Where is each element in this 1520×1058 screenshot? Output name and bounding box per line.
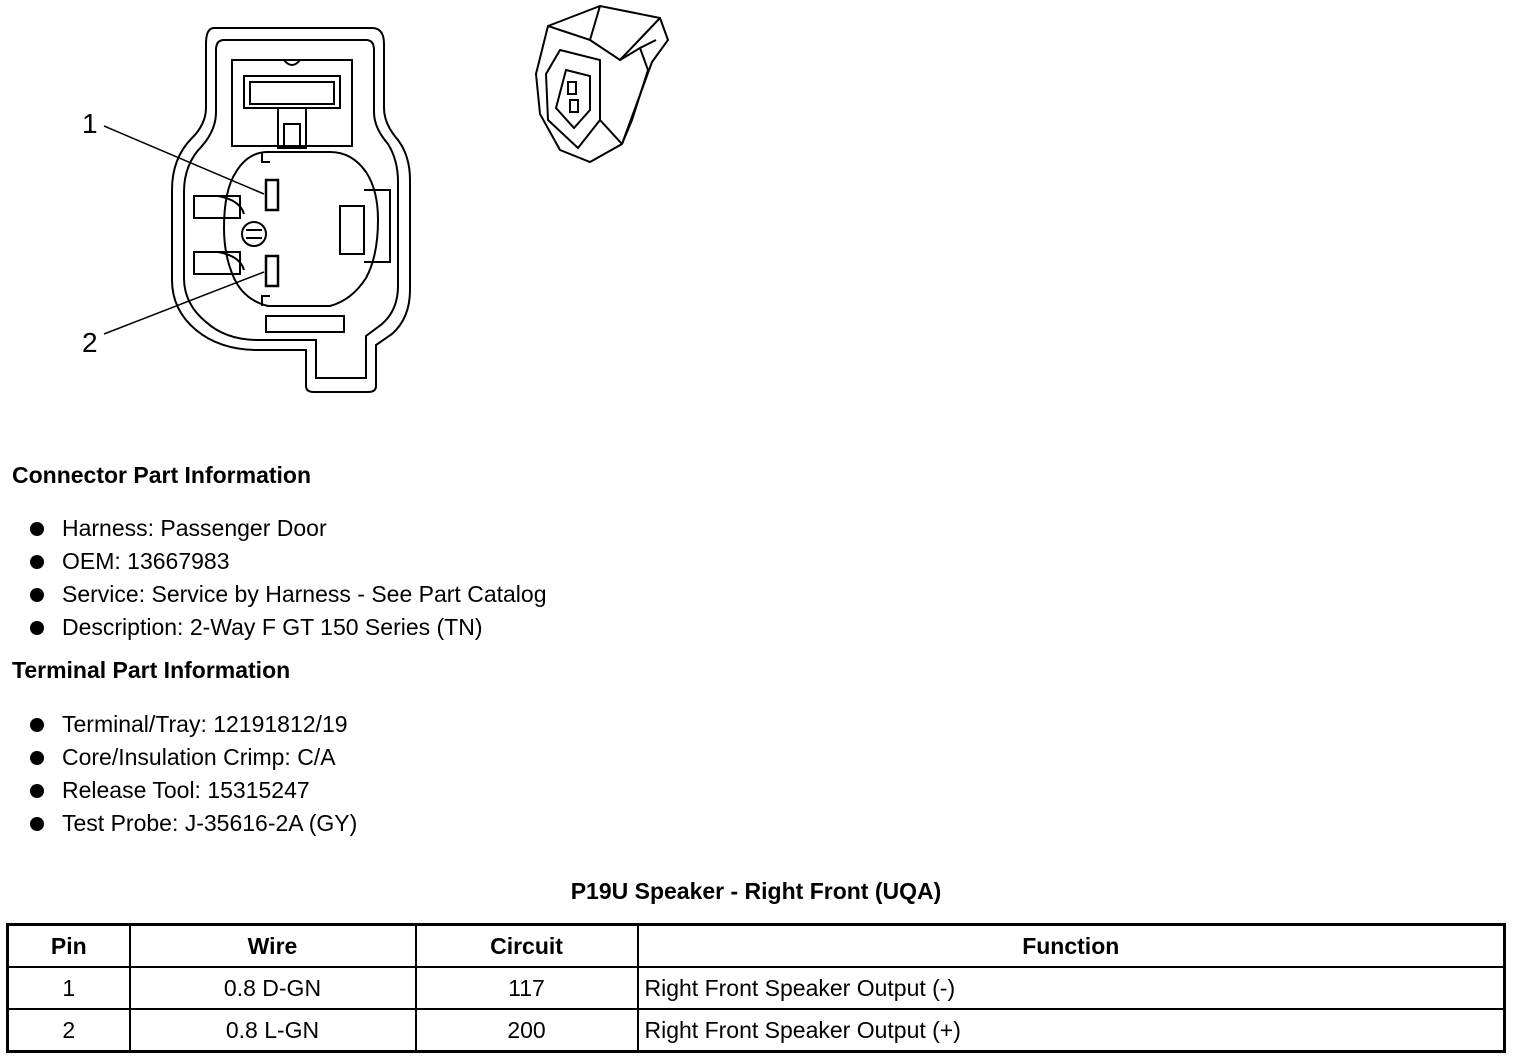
- terminal-pin-1: [266, 180, 278, 210]
- terminal-pin-2: [266, 256, 278, 286]
- cell-circuit: 117: [416, 967, 638, 1009]
- table-header-row: [8, 925, 1505, 968]
- cell-function: Right Front Speaker Output (+): [638, 1009, 1505, 1052]
- column-header-circuit: Circuit: [416, 925, 638, 968]
- terminal-part-info-heading: Terminal Part Information: [12, 657, 291, 683]
- list-item: [30, 545, 546, 578]
- list-item-text: OEM: 13667983: [62, 548, 230, 574]
- callout-1-label: 1: [82, 108, 98, 139]
- bullet-icon: [30, 751, 44, 765]
- connector-diagram: [0, 0, 720, 420]
- bullet-icon: [30, 784, 44, 798]
- cell-function: Right Front Speaker Output (-): [638, 967, 1505, 1009]
- column-header-function: Function: [638, 925, 1505, 968]
- list-item-text: Service: Service by Harness - See Part Catalog: [62, 581, 547, 607]
- list-item: [30, 611, 546, 644]
- table-row: [8, 967, 1505, 1009]
- cell-pin: 1: [8, 967, 130, 1009]
- list-item: [30, 774, 357, 807]
- table-row: [8, 1009, 1505, 1052]
- list-item: [30, 512, 546, 545]
- list-item-text: Description: 2-Way F GT 150 Series (TN): [62, 614, 483, 640]
- bullet-icon: [30, 621, 44, 635]
- connector-part-info-list: [30, 512, 546, 644]
- pin-table-title: P19U Speaker - Right Front (UQA): [570, 878, 942, 904]
- bullet-icon: [30, 817, 44, 831]
- bullet-icon: [30, 555, 44, 569]
- callout-2-label: 2: [82, 327, 98, 358]
- cell-pin: 2: [8, 1009, 130, 1052]
- list-item: [30, 578, 546, 611]
- list-item-text: Core/Insulation Crimp: C/A: [62, 744, 336, 770]
- list-item-text: Harness: Passenger Door: [62, 515, 327, 541]
- bullet-icon: [30, 718, 44, 732]
- terminal-part-info-list: [30, 708, 357, 840]
- connector-part-info-heading: Connector Part Information: [12, 462, 312, 488]
- bullet-icon: [30, 588, 44, 602]
- list-item: [30, 807, 357, 840]
- bullet-icon: [30, 522, 44, 536]
- cell-circuit: 200: [416, 1009, 638, 1052]
- list-item-text: Release Tool: 15315247: [62, 777, 310, 803]
- cell-wire: 0.8 D-GN: [130, 967, 416, 1009]
- column-header-wire: Wire: [130, 925, 416, 968]
- list-item-text: Terminal/Tray: 12191812/19: [62, 711, 348, 737]
- list-item: [30, 708, 357, 741]
- list-item: [30, 741, 357, 774]
- cell-wire: 0.8 L-GN: [130, 1009, 416, 1052]
- connector-isometric-view: [536, 6, 668, 162]
- column-header-pin: Pin: [8, 925, 130, 968]
- list-item-text: Test Probe: J-35616-2A (GY): [62, 810, 358, 836]
- pin-table: [6, 923, 1506, 1053]
